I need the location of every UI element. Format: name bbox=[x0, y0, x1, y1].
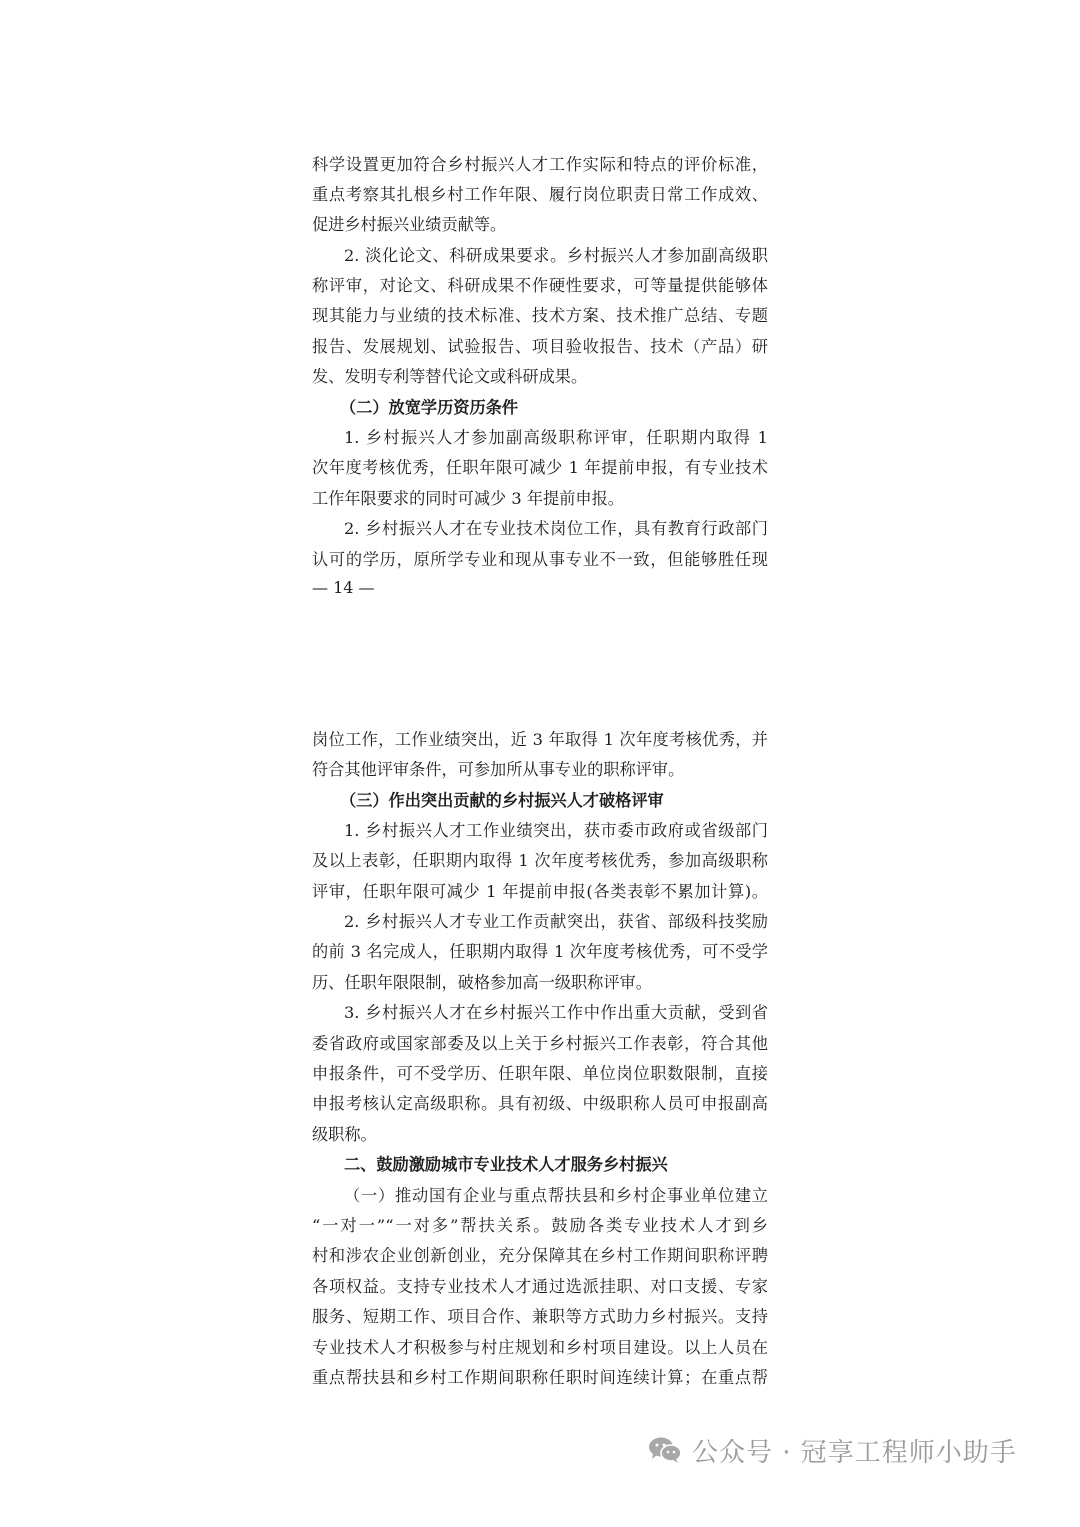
text-line: 村和涉农企业创新创业，充分保障其在乡村工作期间职称评聘 bbox=[312, 1246, 768, 1265]
text-line: 2. 乡村振兴人才在专业技术岗位工作，具有教育行政部门 bbox=[344, 519, 768, 538]
text-line: 认可的学历，原所学专业和现从事专业不一致，但能够胜任现 bbox=[312, 550, 768, 569]
lower-page-text bbox=[312, 730, 768, 1390]
text-line: 1. 乡村振兴人才工作业绩突出，获市委市政府或省级部门 bbox=[344, 821, 768, 840]
text-line: 服务、短期工作、项目合作、兼职等方式助力乡村振兴。支持 bbox=[312, 1307, 768, 1326]
text-line: 称评审，对论文、科研成果不作硬性要求，可等量提供能够体 bbox=[312, 276, 768, 295]
text-line: 申报考核认定高级职称。具有初级、中级职称人员可申报副高 bbox=[312, 1094, 768, 1113]
wechat-icon bbox=[648, 1436, 682, 1464]
text-line: 专业技术人才积极参与村庄规划和乡村项目建设。以上人员在 bbox=[312, 1338, 768, 1357]
text-line: 岗位工作，工作业绩突出，近 3 年取得 1 次年度考核优秀，并 bbox=[312, 730, 768, 749]
text-line: 科学设置更加符合乡村振兴人才工作实际和特点的评价标准， bbox=[312, 155, 768, 174]
text-line: 申报条件，可不受学历、任职年限、单位岗位职数限制，直接 bbox=[312, 1064, 768, 1083]
upper-page-text bbox=[312, 155, 768, 575]
text-line: 及以上表彰，任职期内取得 1 次年度考核优秀，参加高级职称 bbox=[312, 851, 768, 870]
text-line: 报告、发展规划、试验报告、项目验收报告、技术（产品）研 bbox=[312, 337, 768, 356]
section-heading: 二、鼓励激励城市专业技术人才服务乡村振兴 bbox=[344, 1155, 668, 1174]
page-number: — 14 — bbox=[312, 578, 375, 597]
text-line: 重点帮扶县和乡村工作期间职称任职时间连续计算；在重点帮 bbox=[312, 1368, 768, 1387]
watermark-text: 公众号 · 冠享工程师小助手 bbox=[692, 1437, 1017, 1468]
text-line: 1. 乡村振兴人才参加副高级职称评审，任职期内取得 1 bbox=[344, 428, 768, 447]
text-line: 的前 3 名完成人，任职期内取得 1 次年度考核优秀，可不受学 bbox=[312, 942, 768, 961]
text-line: 评审，任职年限可减少 1 年提前申报(各类表彰不累加计算)。 bbox=[312, 882, 768, 901]
wechat-watermark bbox=[648, 1430, 1017, 1470]
text-line: 发、发明专利等替代论文或科研成果。 bbox=[312, 367, 588, 386]
text-line: 级职称。 bbox=[312, 1125, 377, 1144]
text-line: （一）推动国有企业与重点帮扶县和乡村企事业单位建立 bbox=[344, 1186, 768, 1205]
text-line: 现其能力与业绩的技术标准、技术方案、技术推广总结、专题 bbox=[312, 306, 768, 325]
text-line: 符合其他评审条件，可参加所从事专业的职称评审。 bbox=[312, 760, 685, 779]
text-line: 各项权益。支持专业技术人才通过选派挂职、对口支援、专家 bbox=[312, 1277, 768, 1296]
text-line: 工作年限要求的同时可减少 3 年提前申报。 bbox=[312, 489, 624, 508]
section-heading: （三）作出突出贡献的乡村振兴人才破格评审 bbox=[340, 791, 664, 810]
text-line: 2. 乡村振兴人才专业工作贡献突出，获省、部级科技奖励 bbox=[344, 912, 768, 931]
text-line: 2. 淡化论文、科研成果要求。乡村振兴人才参加副高级职 bbox=[344, 246, 768, 265]
text-line: 3. 乡村振兴人才在乡村振兴工作中作出重大贡献，受到省 bbox=[344, 1003, 768, 1022]
text-line: 委省政府或国家部委及以上关于乡村振兴工作表彰，符合其他 bbox=[312, 1034, 768, 1053]
text-line: 重点考察其扎根乡村工作年限、履行岗位职责日常工作成效、 bbox=[312, 185, 768, 204]
text-line: “一对一”“一对多”帮扶关系。鼓励各类专业技术人才到乡 bbox=[312, 1216, 768, 1235]
text-line: 历、任职年限限制，破格参加高一级职称评审。 bbox=[312, 973, 652, 992]
text-line: 促进乡村振兴业绩贡献等。 bbox=[312, 215, 507, 234]
section-heading: （二）放宽学历资历条件 bbox=[340, 398, 519, 417]
text-line: 次年度考核优秀，任职年限可减少 1 年提前申报，有专业技术 bbox=[312, 458, 768, 477]
